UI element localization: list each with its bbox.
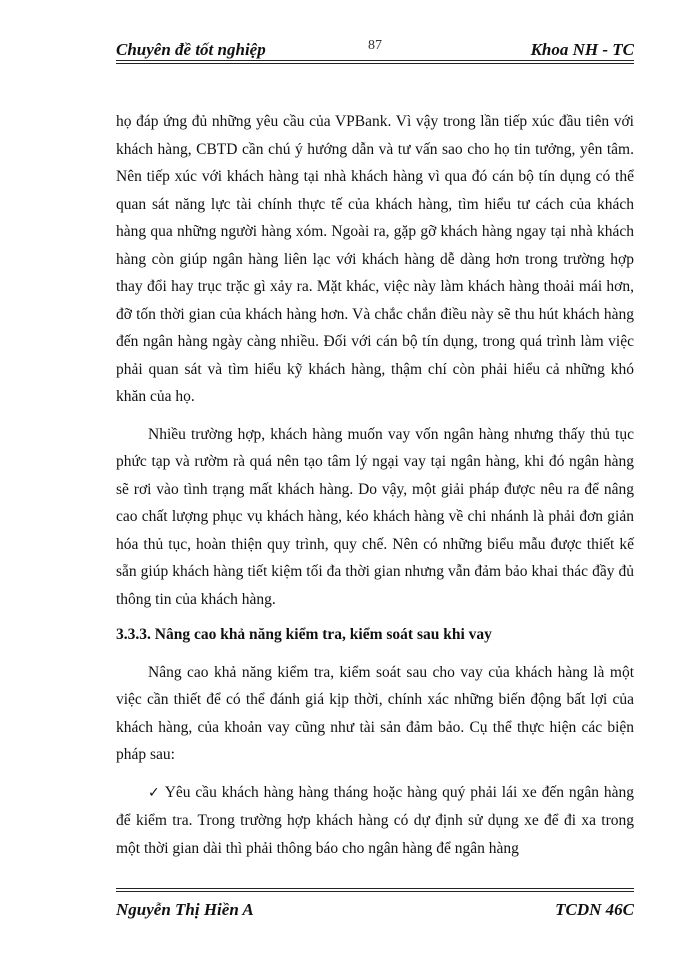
page-number: 87: [368, 38, 382, 53]
page-footer: [116, 900, 634, 924]
bullet-item: [116, 779, 634, 863]
page-header: [116, 38, 634, 62]
header-title: Chuyên đề tốt nghiệp: [116, 40, 266, 59]
section-heading: 3.3.3. Nâng cao khả năng kiểm tra, kiểm soát sau khi vay: [116, 626, 492, 643]
header-rule: [116, 60, 634, 64]
header-department: Khoa NH - TC: [530, 40, 634, 59]
footer-class-code: TCDN 46C: [555, 900, 634, 919]
footer-rule: [116, 888, 634, 892]
page-body: [116, 108, 634, 862]
footer-author: Nguyễn Thị Hiền A: [116, 900, 254, 919]
check-mark-icon: ✓: [148, 784, 161, 801]
paragraph-2: Nhiều trường hợp, khách hàng muốn vay vốn ngân hàng nhưng thấy thủ tục phức tạp và rườm rà quá nên tạo tâm lý ngại vay tại ngân hàng, khi đó ngân hàng sẽ rơi vào tình trạng mất khách hàng. Do vậy, một giải pháp được nêu ra để nâng cao chất lượng phục vụ khách hàng, kéo khách hàng về chi nhánh là phải đơn giản hóa thủ tục, hoàn thiện quy trình, quy chế. Nên có những biểu mẫu được thiết kế sẵn giúp khách hàng tiết kiệm tối đa thời gian nhưng vẫn đảm bảo khai thác đầy đủ thông tin của khách hàng.: [116, 425, 634, 608]
paragraph-1: họ đáp ứng đủ những yêu cầu của VPBank. Vì vậy trong lần tiếp xúc đầu tiên với khách hàng, CBTD cần chú ý hướng dẫn và tư vấn sao cho họ tin tưởng, yên tâm. Nên tiếp xúc với khách hàng tại nhà khách hàng vì qua đó cán bộ tín dụng có thể quan sát năng lực tài chính thực tế của khách hàng, tìm hiểu tư cách của khách hàng qua những người hàng xóm. Ngoài ra, gặp gỡ khách hàng ngay tại nhà khách hàng còn giúp ngân hàng liên lạc với khách hàng dễ dàng hơn trong trường hợp thay đổi hay trục trặc gì xảy ra. Mặt khác, việc này làm khách hàng thoải mái hơn, đỡ tốn thời gian của khách hàng hơn. Và chắc chắn điều này sẽ thu hút khách hàng đến ngân hàng ngày càng nhiều. Đối với cán bộ tín dụng, trong quá trình làm việc phải quan sát và tìm hiểu kỹ khách hàng, thậm chí còn phải hiểu cả những khó khăn của họ.: [116, 113, 634, 405]
paragraph-3: Nâng cao khả năng kiểm tra, kiểm soát sau cho vay của khách hàng là một việc cần thiết để có thể đánh giá kịp thời, chính xác những biến động bất lợi của khách hàng, của khoản vay cũng như tài sản đảm bảo. Cụ thể thực hiện các biện pháp sau:: [116, 663, 634, 763]
bullet-text: Yêu cầu khách hàng hàng tháng hoặc hàng quý phải lái xe đến ngân hàng để kiểm tra. Trong trường hợp khách hàng có dự định sử dụng xe để đi xa trong một thời gian dài thì phải thông báo cho ngân hàng để ngân hàng: [116, 783, 635, 857]
